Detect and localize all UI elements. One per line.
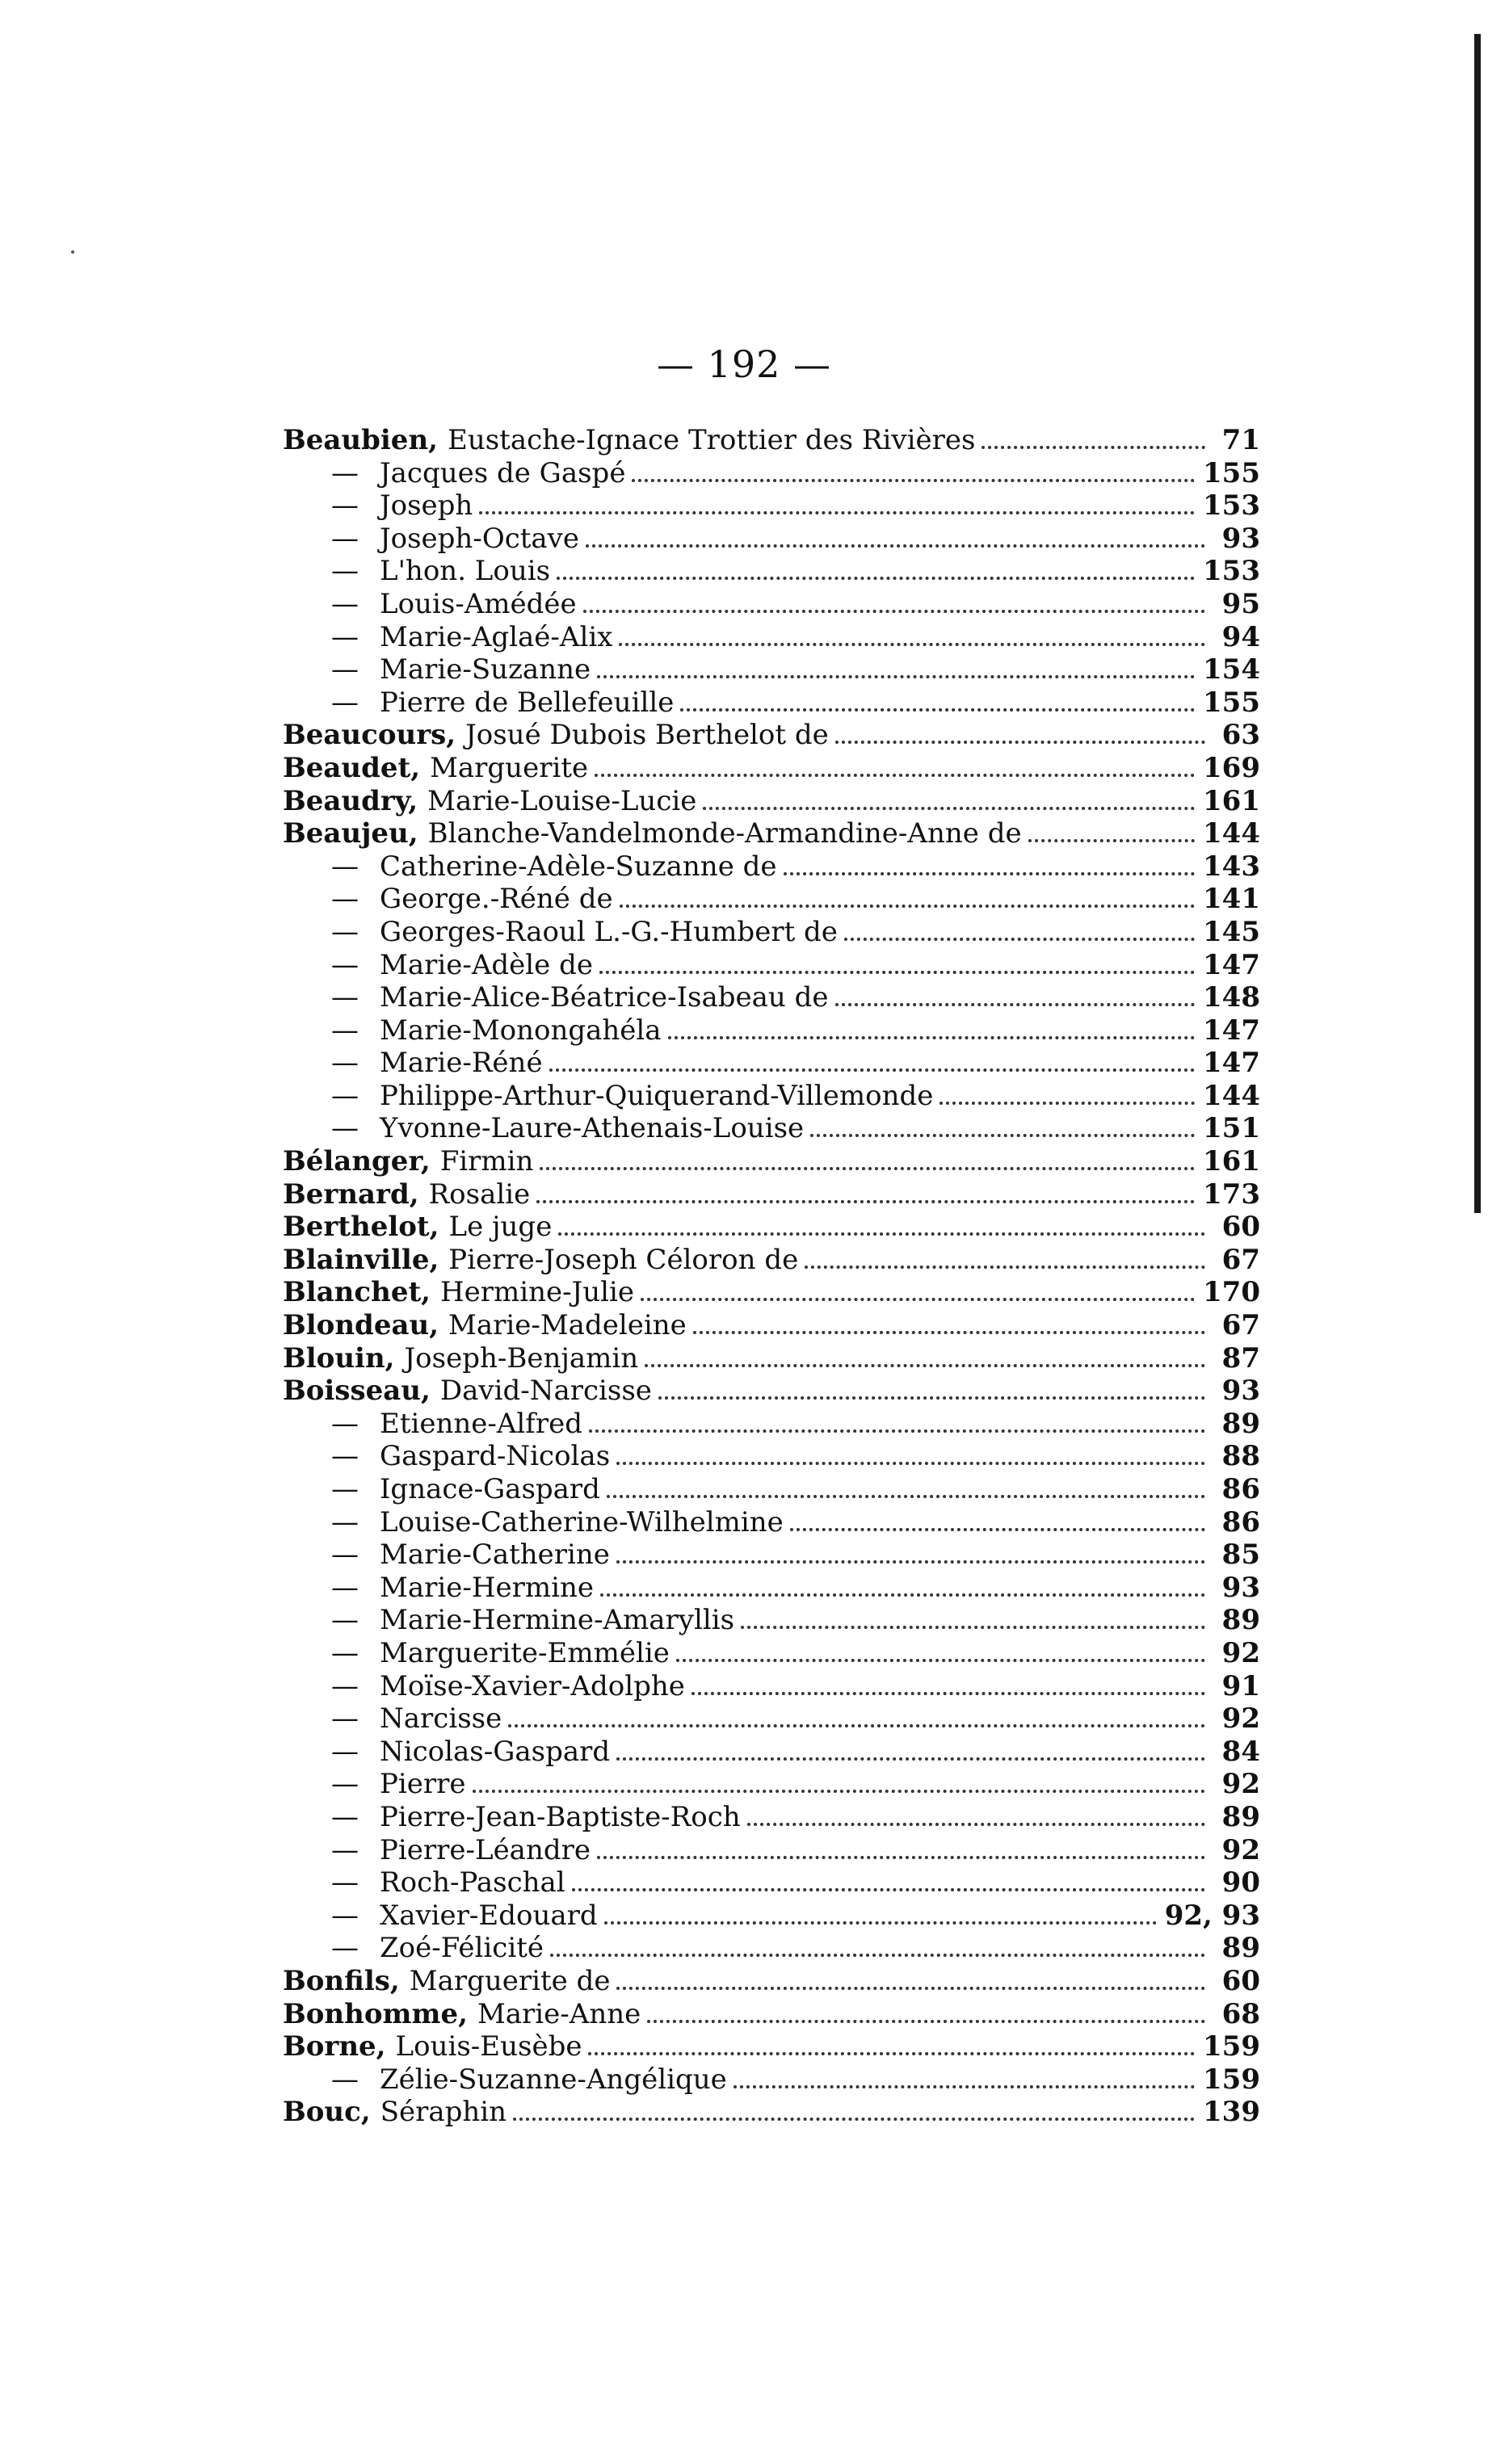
- index-list: [283, 424, 1260, 2129]
- dot-leader: [540, 1167, 1195, 1170]
- ditto-mark: —: [331, 2063, 359, 2096]
- entry-page-number: 170: [1203, 1276, 1260, 1309]
- index-entry: [283, 686, 1260, 720]
- entry-surname: Blouin,: [283, 1341, 395, 1375]
- index-entry: [283, 1670, 1260, 1703]
- entry-page-number: 91: [1221, 1669, 1260, 1702]
- entry-page-number: 87: [1221, 1341, 1260, 1375]
- ditto-mark: —: [331, 850, 359, 883]
- dot-leader: [607, 1495, 1205, 1498]
- entry-given-name: David-Narcisse: [439, 1375, 652, 1408]
- entry-given-name: Marie-Aglaé-Alix: [380, 620, 613, 653]
- dot-leader: [844, 938, 1195, 941]
- entry-page-number: 154: [1203, 653, 1260, 686]
- dot-leader: [473, 1790, 1206, 1793]
- entry-given-name: Pierre-Jean-Baptiste-Roch: [380, 1800, 741, 1833]
- index-entry: [283, 1768, 1260, 1801]
- index-entry: [283, 1244, 1260, 1277]
- dot-leader: [939, 1102, 1195, 1105]
- index-entry: [283, 1506, 1260, 1539]
- dot-leader: [583, 610, 1205, 613]
- index-entry: [283, 1834, 1260, 1867]
- ditto-mark: —: [331, 948, 359, 981]
- index-entry: [283, 785, 1260, 818]
- index-entry: [283, 1178, 1260, 1211]
- dot-leader: [597, 1856, 1205, 1859]
- dot-leader: [790, 1528, 1205, 1531]
- entry-surname: Beaudet,: [283, 751, 421, 784]
- index-entry: [283, 1473, 1260, 1506]
- ditto-mark: —: [331, 915, 359, 948]
- entry-page-number: 144: [1203, 1079, 1260, 1112]
- index-entry: [283, 555, 1260, 588]
- entry-page-number: 93: [1221, 1375, 1260, 1408]
- entry-given-name: Blanche-Vandelmonde-Armandine-Anne de: [427, 817, 1022, 850]
- entry-page-number: 153: [1203, 489, 1260, 523]
- index-entry: [283, 719, 1260, 752]
- entry-given-name: Joseph-Octave: [380, 522, 579, 555]
- index-entry: [283, 850, 1260, 884]
- ditto-mark: —: [331, 686, 359, 719]
- dot-leader: [479, 511, 1195, 514]
- ditto-mark: —: [331, 1735, 359, 1768]
- index-entry: [283, 1965, 1260, 1998]
- entry-page-number: 86: [1221, 1505, 1260, 1538]
- entry-given-name: Louise-Catherine-Wilhelmine: [380, 1505, 784, 1538]
- entry-page-number: 144: [1203, 817, 1260, 850]
- entry-page-number: 89: [1221, 1604, 1260, 1637]
- entry-page-number: 92: [1221, 1833, 1260, 1866]
- entry-given-name: Marie-Réné: [380, 1047, 543, 1080]
- index-entry: [283, 981, 1260, 1014]
- entry-page-number: 145: [1203, 915, 1260, 948]
- entry-page-number: 173: [1203, 1177, 1260, 1211]
- entry-given-name: Catherine-Adèle-Suzanne de: [380, 850, 777, 883]
- index-entry: [283, 2030, 1260, 2063]
- dot-leader: [784, 872, 1196, 875]
- entry-surname: Berthelot,: [283, 1211, 439, 1244]
- entry-given-name: Pierre de Bellefeuille: [380, 686, 675, 719]
- entry-given-name: Nicolas-Gaspard: [380, 1735, 611, 1768]
- index-entry: [283, 1080, 1260, 1113]
- entry-given-name: Séraphin: [380, 2096, 507, 2129]
- index-entry: [283, 1047, 1260, 1080]
- entry-given-name: Le juge: [448, 1211, 553, 1244]
- entry-page-number: 86: [1221, 1473, 1260, 1505]
- ditto-mark: —: [331, 883, 359, 916]
- ditto-mark: —: [331, 1899, 359, 1932]
- entry-page-number: 147: [1203, 1014, 1260, 1047]
- ditto-mark: —: [331, 1538, 359, 1572]
- index-entry: [283, 424, 1260, 457]
- entry-page-number: 89: [1221, 1932, 1260, 1965]
- ditto-mark: —: [331, 1112, 359, 1145]
- entry-given-name: Marie-Louise-Lucie: [427, 784, 697, 817]
- entry-given-name: Firmin: [439, 1145, 534, 1178]
- entry-given-name: Marie-Monongahéla: [380, 1014, 662, 1047]
- dot-leader: [619, 643, 1205, 646]
- entry-given-name: Marie-Anne: [477, 1997, 641, 2030]
- index-entry: [283, 1112, 1260, 1145]
- index-entry: [283, 1572, 1260, 1605]
- entry-surname: Beaudry,: [283, 784, 418, 817]
- entry-page-number: 151: [1203, 1112, 1260, 1145]
- entry-surname: Borne,: [283, 2030, 386, 2063]
- entry-page-number: 159: [1203, 2063, 1260, 2096]
- dot-leader: [703, 807, 1195, 810]
- dot-leader: [805, 1266, 1205, 1269]
- dot-leader: [676, 1659, 1205, 1662]
- ditto-mark: —: [331, 1571, 359, 1604]
- dot-leader: [693, 1331, 1205, 1334]
- entry-given-name: Joseph: [380, 489, 473, 523]
- entry-given-name: Gaspard-Nicolas: [380, 1440, 611, 1473]
- ditto-mark: —: [331, 1702, 359, 1736]
- entry-given-name: Zoé-Félicité: [380, 1932, 544, 1965]
- entry-page-number: 88: [1221, 1440, 1260, 1473]
- ditto-mark: —: [331, 1014, 359, 1047]
- entry-given-name: Eustache-Ignace Trottier des Rivières: [448, 424, 976, 456]
- dot-leader: [620, 905, 1195, 908]
- index-entry: [283, 1408, 1260, 1441]
- ditto-mark: —: [331, 456, 359, 489]
- ditto-mark: —: [331, 1833, 359, 1866]
- entry-page-number: 60: [1221, 1964, 1260, 1997]
- entry-page-number: 89: [1221, 1800, 1260, 1833]
- dot-leader: [835, 1003, 1196, 1006]
- ditto-mark: —: [331, 522, 359, 555]
- entry-given-name: Georges-Raoul L.-G.-Humbert de: [380, 915, 838, 948]
- ink-speck: [71, 250, 74, 254]
- entry-given-name: L'hon. Louis: [380, 555, 551, 588]
- index-entry: [283, 1702, 1260, 1736]
- index-entry: [283, 1604, 1260, 1637]
- index-entry: [283, 1801, 1260, 1834]
- entry-surname: Beaucours,: [283, 719, 456, 752]
- entry-given-name: Hermine-Julie: [440, 1276, 635, 1309]
- index-entry: [283, 1637, 1260, 1670]
- entry-surname: Bonfils,: [283, 1964, 400, 1997]
- entry-given-name: Roch-Paschal: [380, 1866, 565, 1899]
- entry-surname: Beaubien,: [283, 424, 438, 456]
- entry-page-number: 92: [1221, 1768, 1260, 1801]
- entry-given-name: Marie-Suzanne: [380, 653, 591, 686]
- index-entry: [283, 523, 1260, 556]
- entry-surname: Beaujeu,: [283, 817, 418, 850]
- ditto-mark: —: [331, 653, 359, 686]
- ditto-mark: —: [331, 1047, 359, 1080]
- index-entry: [283, 883, 1260, 916]
- index-entry: [283, 1440, 1260, 1473]
- entry-surname: Boisseau,: [283, 1375, 431, 1408]
- index-entry: [283, 1998, 1260, 2031]
- entry-page-number: 169: [1203, 751, 1260, 784]
- index-entry: [283, 2096, 1260, 2129]
- index-entry: [283, 1014, 1260, 1047]
- entry-given-name: Marie-Madeleine: [448, 1309, 687, 1342]
- ditto-mark: —: [331, 1768, 359, 1801]
- dot-leader: [550, 1954, 1205, 1957]
- dot-leader: [647, 2020, 1205, 2023]
- ditto-mark: —: [331, 1473, 359, 1505]
- dot-leader: [588, 2052, 1195, 2055]
- entry-page-number: 155: [1203, 456, 1260, 489]
- ditto-mark: —: [331, 1932, 359, 1965]
- entry-page-number: 147: [1203, 948, 1260, 981]
- index-entry: [283, 1309, 1260, 1342]
- entry-given-name: Zélie-Suzanne-Angélique: [380, 2063, 727, 2096]
- dot-leader: [513, 2118, 1195, 2121]
- index-entry: [283, 1932, 1260, 1965]
- index-entry: [283, 1866, 1260, 1899]
- index-entry: [283, 1899, 1260, 1933]
- index-entry: [283, 817, 1260, 850]
- dot-leader: [549, 1068, 1195, 1072]
- entry-given-name: Pierre: [380, 1768, 466, 1801]
- dot-leader: [589, 1429, 1205, 1433]
- entry-page-number: 63: [1221, 719, 1260, 752]
- entry-surname: Blanchet,: [283, 1276, 431, 1309]
- dot-leader: [981, 446, 1205, 449]
- entry-page-number: 93: [1221, 522, 1260, 555]
- ditto-mark: —: [331, 1604, 359, 1637]
- dot-leader: [645, 1364, 1205, 1367]
- entry-page-number: 89: [1221, 1407, 1260, 1440]
- entry-given-name: Louis-Amédée: [380, 587, 577, 620]
- entry-given-name: Etienne-Alfred: [380, 1407, 583, 1440]
- entry-given-name: Yvonne-Laure-Athenais-Louise: [380, 1112, 805, 1145]
- entry-given-name: Josué Dubois Berthelot de: [465, 719, 829, 752]
- ditto-mark: —: [331, 1669, 359, 1702]
- dot-leader: [597, 675, 1195, 678]
- entry-surname: Bélanger,: [283, 1145, 431, 1178]
- index-entry: [283, 1211, 1260, 1244]
- ditto-mark: —: [331, 587, 359, 620]
- entry-page-number: 84: [1221, 1735, 1260, 1768]
- dot-leader: [680, 708, 1195, 711]
- ditto-mark: —: [331, 620, 359, 653]
- entry-given-name: Marie-Catherine: [380, 1538, 610, 1572]
- entry-page-number: 148: [1203, 981, 1260, 1014]
- entry-page-number: 68: [1221, 1997, 1260, 2030]
- entry-given-name: Joseph-Benjamin: [404, 1341, 639, 1375]
- entry-page-number: 92: [1221, 1702, 1260, 1736]
- index-entry: [283, 621, 1260, 654]
- entry-given-name: Pierre-Léandre: [380, 1833, 591, 1866]
- dot-leader: [658, 1396, 1205, 1400]
- index-entry: [283, 457, 1260, 490]
- entry-surname: Bouc,: [283, 2096, 371, 2129]
- index-entry: [283, 949, 1260, 982]
- dot-leader: [558, 1232, 1205, 1236]
- index-entry: [283, 1145, 1260, 1178]
- index-entry: [283, 1276, 1260, 1309]
- entry-given-name: Xavier-Edouard: [380, 1899, 598, 1932]
- dot-leader: [616, 1560, 1205, 1564]
- index-entry: [283, 653, 1260, 686]
- entry-given-name: Marie-Alice-Béatrice-Isabeau de: [380, 981, 829, 1014]
- entry-page-number: 71: [1221, 424, 1260, 456]
- dot-leader: [810, 1134, 1195, 1137]
- entry-page-number: 60: [1221, 1211, 1260, 1244]
- entry-page-number: 141: [1203, 883, 1260, 916]
- entry-given-name: Marie-Adèle de: [380, 948, 593, 981]
- entry-given-name: Marguerite: [430, 751, 589, 784]
- dot-leader: [1028, 839, 1195, 842]
- ditto-mark: —: [331, 1505, 359, 1538]
- index-entry: [283, 1736, 1260, 1769]
- index-entry: [283, 916, 1260, 949]
- entry-given-name: Ignace-Gaspard: [380, 1473, 600, 1505]
- entry-given-name: Rosalie: [428, 1177, 531, 1211]
- index-entry: [283, 1375, 1260, 1408]
- entry-page-number: 161: [1203, 1145, 1260, 1178]
- dot-leader: [536, 1200, 1195, 1203]
- entry-given-name: Marie-Hermine: [380, 1571, 594, 1604]
- entry-given-name: Marguerite-Emmélie: [380, 1636, 670, 1669]
- ditto-mark: —: [331, 555, 359, 588]
- entry-page-number: 139: [1203, 2096, 1260, 2129]
- entry-page-number: 85: [1221, 1538, 1260, 1572]
- entry-given-name: Marie-Hermine-Amaryllis: [380, 1604, 735, 1637]
- entry-page-number: 159: [1203, 2030, 1260, 2063]
- dot-leader: [572, 1888, 1205, 1891]
- entry-page-number: 93: [1221, 1571, 1260, 1604]
- index-entry: [283, 1538, 1260, 1572]
- dot-leader: [595, 774, 1195, 777]
- dot-leader: [604, 1921, 1157, 1925]
- entry-page-number: 143: [1203, 850, 1260, 883]
- dot-leader: [741, 1626, 1205, 1629]
- entry-given-name: Moïse-Xavier-Adolphe: [380, 1669, 685, 1702]
- dot-leader: [835, 741, 1205, 744]
- index-entry: [283, 588, 1260, 621]
- dot-leader: [641, 1298, 1195, 1301]
- ditto-mark: —: [331, 981, 359, 1014]
- index-entry: [283, 752, 1260, 785]
- dot-leader: [733, 2085, 1195, 2088]
- entry-page-number: 94: [1221, 620, 1260, 653]
- dot-leader: [747, 1823, 1205, 1826]
- entry-page-number: 92, 93: [1164, 1899, 1260, 1932]
- ditto-mark: —: [331, 1866, 359, 1899]
- ditto-mark: —: [331, 489, 359, 523]
- entry-given-name: Narcisse: [380, 1702, 502, 1736]
- dot-leader: [600, 1593, 1205, 1597]
- dot-leader: [557, 577, 1195, 580]
- dot-leader: [616, 1987, 1205, 1990]
- entry-surname: Blainville,: [283, 1243, 439, 1276]
- dot-leader: [508, 1724, 1205, 1727]
- entry-page-number: 153: [1203, 555, 1260, 588]
- dot-leader: [691, 1692, 1205, 1695]
- entry-surname: Blondeau,: [283, 1309, 439, 1342]
- entry-page-number: 92: [1221, 1636, 1260, 1669]
- dot-leader: [616, 1462, 1205, 1465]
- dot-leader: [632, 479, 1195, 482]
- entry-given-name: Pierre-Joseph Céloron de: [448, 1243, 799, 1276]
- ditto-mark: —: [331, 1636, 359, 1669]
- index-entry: [283, 1342, 1260, 1375]
- entry-page-number: 90: [1221, 1866, 1260, 1899]
- entry-page-number: 95: [1221, 587, 1260, 620]
- ditto-mark: —: [331, 1440, 359, 1473]
- page-number: — 192 —: [656, 342, 832, 386]
- entry-given-name: Marguerite de: [409, 1964, 611, 1997]
- ditto-mark: —: [331, 1407, 359, 1440]
- entry-page-number: 67: [1221, 1243, 1260, 1276]
- entry-page-number: 67: [1221, 1309, 1260, 1342]
- dot-leader: [668, 1036, 1195, 1039]
- dot-leader: [599, 971, 1195, 974]
- entry-page-number: 147: [1203, 1047, 1260, 1080]
- ditto-mark: —: [331, 1079, 359, 1112]
- index-entry: [283, 489, 1260, 523]
- dot-leader: [586, 544, 1205, 548]
- ditto-mark: —: [331, 1800, 359, 1833]
- entry-given-name: Philippe-Arthur-Quiquerand-Villemonde: [380, 1079, 934, 1112]
- page-edge-shadow: [1474, 34, 1481, 1213]
- index-entry: [283, 2063, 1260, 2097]
- dot-leader: [616, 1757, 1205, 1761]
- entry-given-name: George.-Réné de: [380, 883, 613, 916]
- entry-surname: Bernard,: [283, 1177, 419, 1211]
- entry-given-name: Jacques de Gaspé: [380, 456, 626, 489]
- entry-surname: Bonhomme,: [283, 1997, 468, 2030]
- entry-given-name: Louis-Eusèbe: [395, 2030, 582, 2063]
- entry-page-number: 161: [1203, 784, 1260, 817]
- entry-page-number: 155: [1203, 686, 1260, 719]
